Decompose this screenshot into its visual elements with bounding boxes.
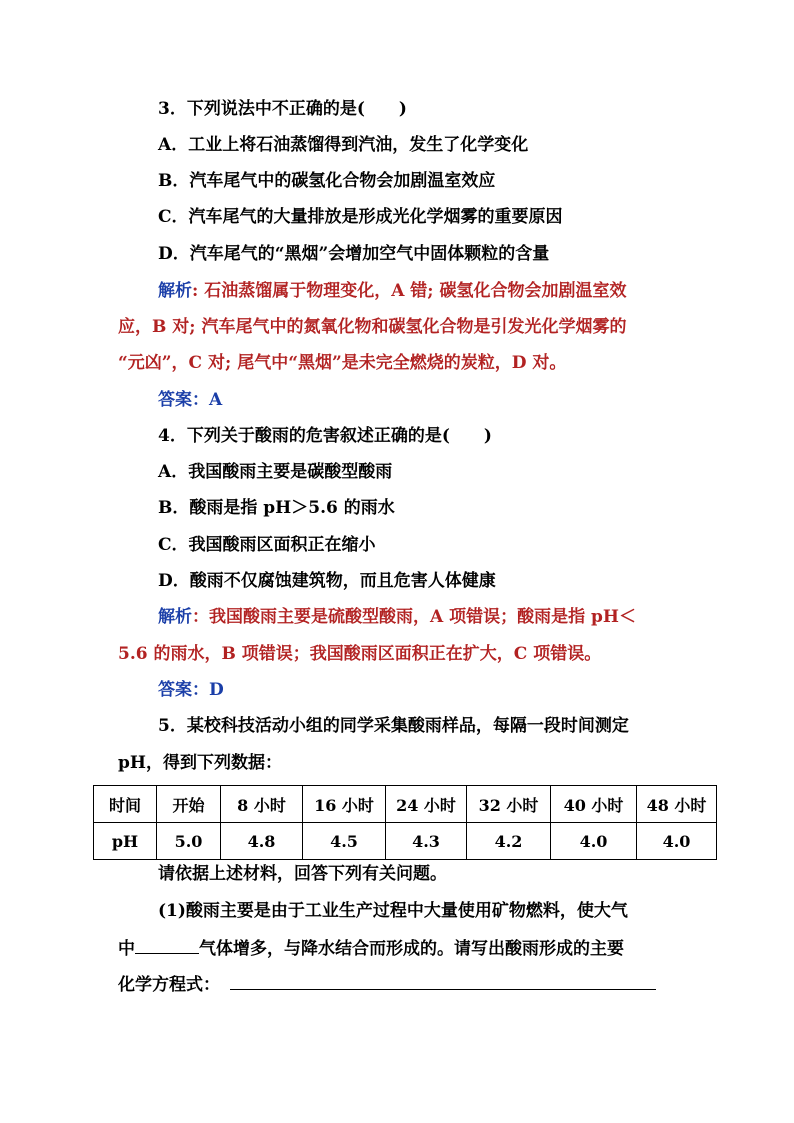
q3-option-d: D．汽车尾气的“黑烟”会增加空气中固体颗粒的含量 (158, 244, 550, 264)
q4-option-d: D．酸雨不仅腐蚀建筑物，而且危害人体健康 (158, 571, 496, 591)
table-cell: 8 小时 (221, 786, 303, 823)
ph-data-table (93, 785, 717, 860)
q4-answer-value: ：D (192, 680, 224, 700)
q4-analysis-text-1: ：我国酸雨主要是硫酸型酸雨，A 项错误；酸雨是指 pH＜ (192, 607, 636, 627)
table-cell: 开始 (157, 786, 221, 823)
q5-instruction: 请依据上述材料，回答下列有关问题。 (158, 864, 447, 884)
q4-analysis-line-1 (158, 605, 636, 629)
table-row (94, 823, 717, 860)
q4-option-a: A．我国酸雨主要是碳酸型酸雨 (158, 462, 393, 482)
table-cell: 5.0 (157, 823, 221, 860)
q5-sub1-post: 气体增多，与降水结合而形成的。请写出酸雨形成的主要 (199, 939, 624, 959)
q5-sub1-equation-label: 化学方程式： (118, 975, 220, 995)
table-cell: 4.5 (303, 823, 386, 860)
table-cell: 4.0 (637, 823, 717, 860)
q5-stem-line-1: 5．某校科技活动小组的同学采集酸雨样品，每隔一段时间测定 (158, 716, 629, 736)
table-cell: 48 小时 (637, 786, 717, 823)
q3-option-a: A．工业上将石油蒸馏得到汽油，发生了化学变化 (158, 135, 529, 155)
q3-analysis-text-1: : 石油蒸馏属于物理变化，A 错; 碳氢化合物会加剧温室效 (192, 281, 627, 301)
table-header-row (94, 786, 717, 823)
q4-analysis-line-2: 5.6 的雨水，B 项错误；我国酸雨区面积正在扩大，C 项错误。 (118, 644, 602, 664)
q3-answer-value: ：A (192, 390, 223, 410)
q3-analysis-line-1 (158, 279, 627, 303)
table-cell: pH (94, 823, 157, 860)
q3-analysis-line-3: “元凶”，C 对; 尾气中“黑烟”是未完全燃烧的炭粒，D 对。 (118, 353, 567, 373)
q4-analysis-label: 解析 (158, 607, 192, 627)
q3-analysis-label: 解析 (158, 281, 192, 301)
q4-option-c: C．我国酸雨区面积正在缩小 (158, 535, 376, 555)
q3-option-b: B．汽车尾气中的碳氢化合物会加剧温室效应 (158, 171, 496, 191)
table-cell: 32 小时 (467, 786, 551, 823)
q4-answer-label: 答案 (158, 680, 192, 700)
q4-stem: 4．下列关于酸雨的危害叙述正确的是( ) (158, 426, 492, 446)
equation-answer-blank[interactable] (230, 971, 656, 990)
table-cell: 16 小时 (303, 786, 386, 823)
q4-answer (158, 678, 224, 702)
q3-answer (158, 388, 222, 412)
q3-analysis-line-2: 应，B 对; 汽车尾气中的氮氧化物和碳氢化合物是引发光化学烟雾的 (118, 317, 627, 337)
q4-option-b: B．酸雨是指 pH＞5.6 的雨水 (158, 498, 395, 518)
q5-sub1-pre: 中 (118, 939, 135, 959)
table-cell: 4.3 (386, 823, 467, 860)
answer-blank[interactable] (135, 935, 199, 954)
table-cell: 4.8 (221, 823, 303, 860)
table-cell: 40 小时 (551, 786, 637, 823)
table-cell: 4.0 (551, 823, 637, 860)
q3-answer-label: 答案 (158, 390, 192, 410)
table-cell: 24 小时 (386, 786, 467, 823)
table-cell: 4.2 (467, 823, 551, 860)
q3-stem: 3．下列说法中不正确的是( ) (158, 99, 407, 119)
q3-option-c: C．汽车尾气的大量排放是形成光化学烟雾的重要原因 (158, 207, 563, 227)
q5-sub1-line-3 (118, 971, 656, 997)
q5-sub1-line-1: (1)酸雨主要是由于工业生产过程中大量使用矿物燃料，使大气 (158, 901, 628, 921)
q5-stem-line-2: pH，得到下列数据： (118, 753, 282, 773)
q5-sub1-line-2 (118, 935, 624, 961)
table-cell: 时间 (94, 786, 157, 823)
